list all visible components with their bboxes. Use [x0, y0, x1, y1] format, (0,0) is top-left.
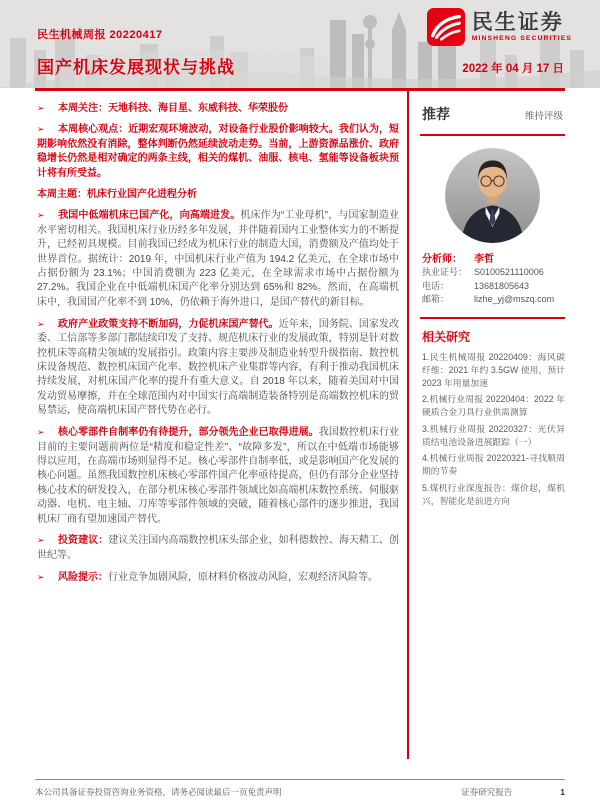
arrow-bullet-icon: ➢	[37, 102, 45, 113]
paragraph-body: 我国数控机床行业目前的主要问题前两位是“精度和稳定性差”、“故障多发”，所以在中低端市场能够得以应用，在高端市场则显得不足。核心零部件自制率低，或是影响国产化发展的核心问题。虽然我国数控机床核心零部件国产化率亟待提高，但仍有部分企业坚持核心技术的研发投入，在部分机床核心零部件领域比如高端机床数控系统、伺服驱动器、电机、电主轴、刀库等零部件领域的突破，随着核心部件的逐步推进，我国机床厂商有望加速国产替代。	[37, 427, 400, 525]
research-item: 4.机械行业周报 20220321-寻找顺周期的节奏	[422, 453, 565, 476]
paragraph-body: 建议关注国内高端数控机床头部企业，如科德数控、海天精工、创世纪等。	[37, 535, 400, 561]
paragraph-body: 行业竞争加剧风险，原材料价格波动风险，宏观经济风险等。	[108, 571, 378, 583]
paragraph-policy-support: ➢ 政府产业政策支持不断加码，力促机床国产替代。近年来，国务院、国家发改委、工信部等多部门都陆续印发了支持、规范机床行业的发展政策，特别是针对数控机床等高精尖领域的发展指引。政策内容主要涉及制造业转型升级指南、数控机床设备规范、数控机床国产化率、数控机床产业集群等内容，有利于推动我国机床持续发展，对机床国产化率的提升有重大意义。自 2018 年以来，随着美国对中国发动贸易摩擦，并在全球范围内对中国实行高端制造装备特别是高端数控机床的贸易禁运，使高端机床国产替代势在必行。	[37, 318, 400, 417]
report-header	[0, 0, 600, 88]
analyst-license-row: 执业证号： S0100521110006	[422, 267, 544, 277]
analyst-name-row: 分析师： 李哲	[422, 253, 494, 265]
arrow-bullet-icon: ➢	[37, 535, 45, 546]
paragraph-week-theme: 本周主题：机床行业国产化进程分析	[37, 188, 197, 200]
sidebar	[407, 91, 565, 759]
paragraph-core-components: ➢ 核心零部件自制率仍有待提升，部分领先企业已取得进展。我国数控机床行业目前的主要问题前两位是“精度和稳定性差”、“故障多发”，所以在中低端市场能够得以应用，在高端市场则显得不足。核心零部件自制率低，或是影响国产化发展的核心问题。虽然我国数控机床核心零部件国产化率亟待提高，但仍有部分企业坚持核心技术的研发投入，在部分机床核心零部件领域比如高端机床数控系统、伺服驱动器、电机、电主轴、刀库等零部件领域的突破，随着核心部件的逐步推进，我国机床厂商有望加速国产替代。	[37, 427, 400, 525]
research-item: 2.机械行业周报 20220404：2022 年硬质合金刀具行业供需测算	[422, 394, 565, 417]
paragraph-investment-advice: ➢ 投资建议：建议关注国内高端数控机床头部企业，如科德数控、海天精工、创世纪等。	[37, 535, 400, 561]
analyst-phone-row: 电话： 13681805643	[422, 280, 530, 291]
research-item: 5.煤机行业深度报告：煤价起，煤机兴，智能化是前进方向	[422, 482, 565, 506]
analyst-email-row: 邮箱： lizhe_yj@mszq.com	[422, 294, 555, 304]
rating-label: 推荐	[422, 105, 450, 122]
page-footer	[35, 779, 565, 798]
report-date: 2022 年 04 月 17 日	[462, 63, 564, 75]
brand-logo	[427, 8, 572, 46]
research-item: 1.民生机械周报 20220409：海风碳纤维：2021 年约 3.5GW 使用，预计 2023 年用量加速	[422, 351, 565, 388]
paragraph-core-view: ➢ 本周核心观点：近期宏观环境波动，对设备行业股价影响较大。我们认为，短期影响依然没有消除，整体判断仍然延续波动走势。当前，上游资源品涨价、政府稳增长仍然是相对确定的两条主线，相关的煤机、油服、核电、氢能等设备板块预计将有所受益。	[37, 124, 399, 179]
minsheng-logo-icon	[427, 8, 465, 46]
arrow-bullet-icon: ➢	[37, 318, 45, 329]
content-area	[35, 91, 565, 759]
main-column	[35, 91, 407, 759]
paragraph-body: 机床作为“工业母机”，与国家制造业水平密切相关。我国机床行业历经多年发展，并伴随着国内工业整体实力的不断提升，已经初具规模。目前我国已经成为机床行业的制造大国，消费额及产值均处于世界首位。据统计：2019 年，中国机床行业产值为 194.2 亿美元，在全球市场中占据份额为 23.1%；中国消费额为 223 亿美元，在全球需求市场中占据份额为 27.2%。我国企业在中低端机床国产化率分别达到 65%和 82%。然而，在高端机床中，我国国产化率不到 10%，仍依赖于海外进口，是国产替代的新目标。	[37, 210, 399, 308]
related-research-section	[420, 319, 565, 508]
footer-right	[461, 786, 565, 798]
paragraph-week-focus: ➢ 本周关注：天地科技、海目星、东威科技、华荣股份	[37, 102, 288, 114]
arrow-bullet-icon: ➢	[37, 210, 45, 221]
series-label: 民生机械周报 20220417	[37, 29, 163, 41]
analyst-info	[420, 251, 565, 319]
analyst-photo-wrap	[420, 136, 565, 251]
rating-status: 维持评级	[524, 110, 563, 122]
paragraph-body: 近年来，国务院、国家发改委、工信部等多部门都陆续印发了支持、规范机床行业的发展政策，特别是针对数控机床等高精尖领域的发展指引。政策内容主要涉及制造业转型升级指南、数控机床设备规范、数控机床国产化率、数控机床产业集群等内容，有利于推动我国机床持续发展，对机床国产化率的提升有重大意义。自 2018 年以来，随着美国对中国发动贸易摩擦，并在全球范围内对中国实行高端制造装备特别是高端数控机床的贸易禁运，使高端机床国产替代势在必行。	[37, 318, 400, 417]
page-number: 1	[560, 787, 565, 797]
arrow-bullet-icon: ➢	[37, 124, 45, 135]
brand-name-en: MINSHENG SECURITIES	[471, 34, 572, 42]
footer-disclaimer: 本公司具备证券投资咨询业务资格，请务必阅读最后一页免责声明	[35, 787, 282, 797]
paragraph-risk-warning: ➢ 风险提示：行业竞争加剧风险，原材料价格波动风险，宏观经济风险等。	[37, 571, 378, 583]
page-title: 国产机床发展现状与挑战	[37, 58, 235, 77]
research-item: 3.机械行业周报 20220327：光伏异质结电池设备进展跟踪（一）	[422, 423, 565, 447]
arrow-bullet-icon: ➢	[37, 571, 45, 582]
analyst-photo	[445, 148, 540, 243]
paragraph-domestic-machine-tools: ➢ 我国中低端机床已国产化，向高端进发。机床作为“工业母机”，与国家制造业水平密切相关。我国机床行业历经多年发展，并伴随着国内工业整体实力的不断提升，已经初具规模。目前我国已经成为机床行业的制造大国，消费额及产值均处于世界首位。据统计：2019 年，中国机床行业产值为 194.2 亿美元，在全球市场中占据份额为 23.1%；中国消费额为 223 亿美元，在全球需求市场中占据份额为 27.2%。我国企业在中低端机床国产化率分别达到 65%和 82%。然而，在高端机床中，我国国产化率不到 10%，仍依赖于海外进口，是国产替代的新目标。	[37, 210, 399, 308]
report-type-label: 证券研究报告	[461, 787, 513, 797]
brand-name-cn: 民生证券	[471, 10, 564, 34]
rating-section	[420, 91, 565, 136]
related-research-title: 相关研究	[422, 329, 471, 344]
arrow-bullet-icon: ➢	[37, 427, 45, 438]
